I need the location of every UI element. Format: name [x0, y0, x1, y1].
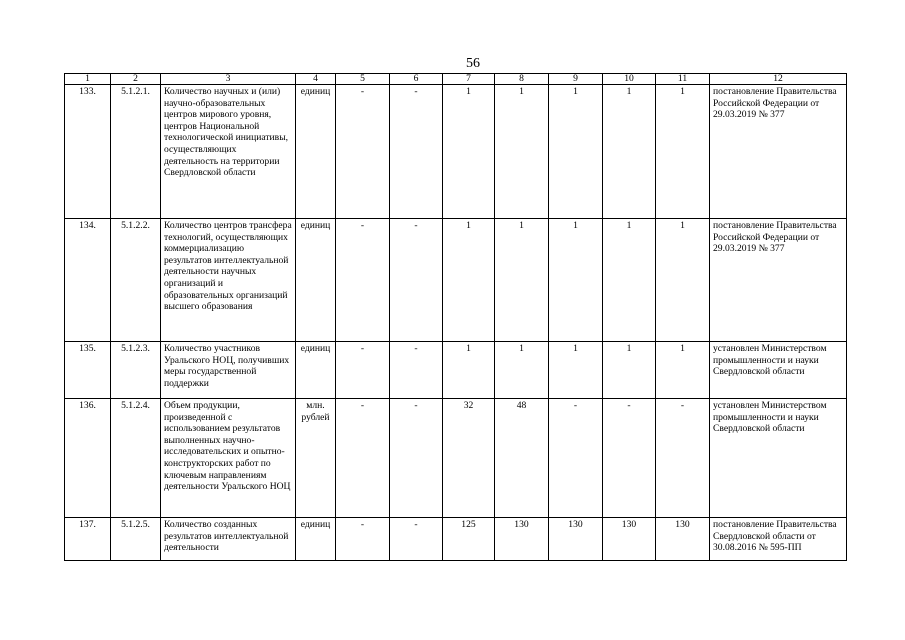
value-cell: -	[336, 342, 390, 399]
column-header: 7	[443, 74, 495, 85]
value-cell: 1	[656, 219, 710, 342]
column-header: 12	[710, 74, 847, 85]
value-cell: -	[603, 399, 656, 518]
source-document: установлен Министерством промышленности и науки Свердловской области	[710, 399, 847, 518]
value-cell: -	[390, 399, 443, 518]
row-number: 134.	[65, 219, 111, 342]
indicator-code: 5.1.2.5.	[111, 518, 161, 561]
value-cell: -	[390, 342, 443, 399]
column-header: 6	[390, 74, 443, 85]
column-header: 5	[336, 74, 390, 85]
indicator-description: Количество научных и (или) научно-образовательных центров мирового уровня, центров Национальной технологической инициативы, осуществляющих деятельность на территории Свердловской области	[161, 85, 296, 219]
column-header: 9	[549, 74, 603, 85]
value-cell: 1	[443, 219, 495, 342]
column-header: 1	[65, 74, 111, 85]
value-cell: 1	[495, 85, 549, 219]
unit-of-measure: млн. рублей	[296, 399, 336, 518]
value-cell: -	[336, 518, 390, 561]
column-header: 10	[603, 74, 656, 85]
table-row	[65, 518, 847, 561]
table-row	[65, 85, 847, 219]
unit-of-measure: единиц	[296, 85, 336, 219]
value-cell: 1	[549, 219, 603, 342]
source-document: постановление Правительства Российской Федерации от 29.03.2019 № 377	[710, 219, 847, 342]
column-header: 8	[495, 74, 549, 85]
column-header: 4	[296, 74, 336, 85]
page-number: 56	[466, 56, 480, 71]
indicator-description: Количество участников Уральского НОЦ, получивших меры государственной поддержки	[161, 342, 296, 399]
value-cell: 130	[603, 518, 656, 561]
unit-of-measure: единиц	[296, 219, 336, 342]
column-header: 2	[111, 74, 161, 85]
unit-of-measure: единиц	[296, 518, 336, 561]
value-cell: 1	[443, 342, 495, 399]
row-number: 137.	[65, 518, 111, 561]
source-document: постановление Правительства Свердловской области от 30.08.2016 № 595-ПП	[710, 518, 847, 561]
indicator-code: 5.1.2.3.	[111, 342, 161, 399]
row-number: 133.	[65, 85, 111, 219]
value-cell: 1	[549, 85, 603, 219]
value-cell: -	[336, 219, 390, 342]
table-row	[65, 342, 847, 399]
value-cell: 48	[495, 399, 549, 518]
value-cell: 130	[495, 518, 549, 561]
value-cell: -	[390, 518, 443, 561]
value-cell: 1	[603, 342, 656, 399]
row-number: 136.	[65, 399, 111, 518]
source-document: постановление Правительства Российской Федерации от 29.03.2019 № 377	[710, 85, 847, 219]
value-cell: 1	[656, 342, 710, 399]
row-number: 135.	[65, 342, 111, 399]
indicator-code: 5.1.2.4.	[111, 399, 161, 518]
value-cell: 32	[443, 399, 495, 518]
column-number-row	[65, 74, 847, 85]
value-cell: -	[336, 85, 390, 219]
column-header: 11	[656, 74, 710, 85]
indicator-code: 5.1.2.2.	[111, 219, 161, 342]
source-document: установлен Министерством промышленности и науки Свердловской области	[710, 342, 847, 399]
value-cell: -	[390, 219, 443, 342]
value-cell: -	[390, 85, 443, 219]
value-cell: -	[656, 399, 710, 518]
table-row	[65, 219, 847, 342]
value-cell: -	[336, 399, 390, 518]
value-cell: 1	[603, 219, 656, 342]
value-cell: 130	[656, 518, 710, 561]
column-header: 3	[161, 74, 296, 85]
value-cell: 1	[656, 85, 710, 219]
value-cell: -	[549, 399, 603, 518]
indicator-code: 5.1.2.1.	[111, 85, 161, 219]
value-cell: 1	[549, 342, 603, 399]
indicator-description: Количество созданных результатов интеллектуальной деятельности	[161, 518, 296, 561]
value-cell: 1	[495, 219, 549, 342]
indicators-table	[64, 73, 847, 561]
indicator-description: Объем продукции, произведенной с использованием результатов выполненных научно-исследовательских и опытно-конструкторских работ по ключевым направлениям деятельности Уральского НОЦ	[161, 399, 296, 518]
value-cell: 125	[443, 518, 495, 561]
unit-of-measure: единиц	[296, 342, 336, 399]
value-cell: 1	[495, 342, 549, 399]
value-cell: 1	[603, 85, 656, 219]
table-row	[65, 399, 847, 518]
value-cell: 1	[443, 85, 495, 219]
indicator-description: Количество центров трансфера технологий, осуществляющих коммерциализацию результатов интеллектуальной деятельности научных организаций и образовательных организаций высшего образования	[161, 219, 296, 342]
value-cell: 130	[549, 518, 603, 561]
